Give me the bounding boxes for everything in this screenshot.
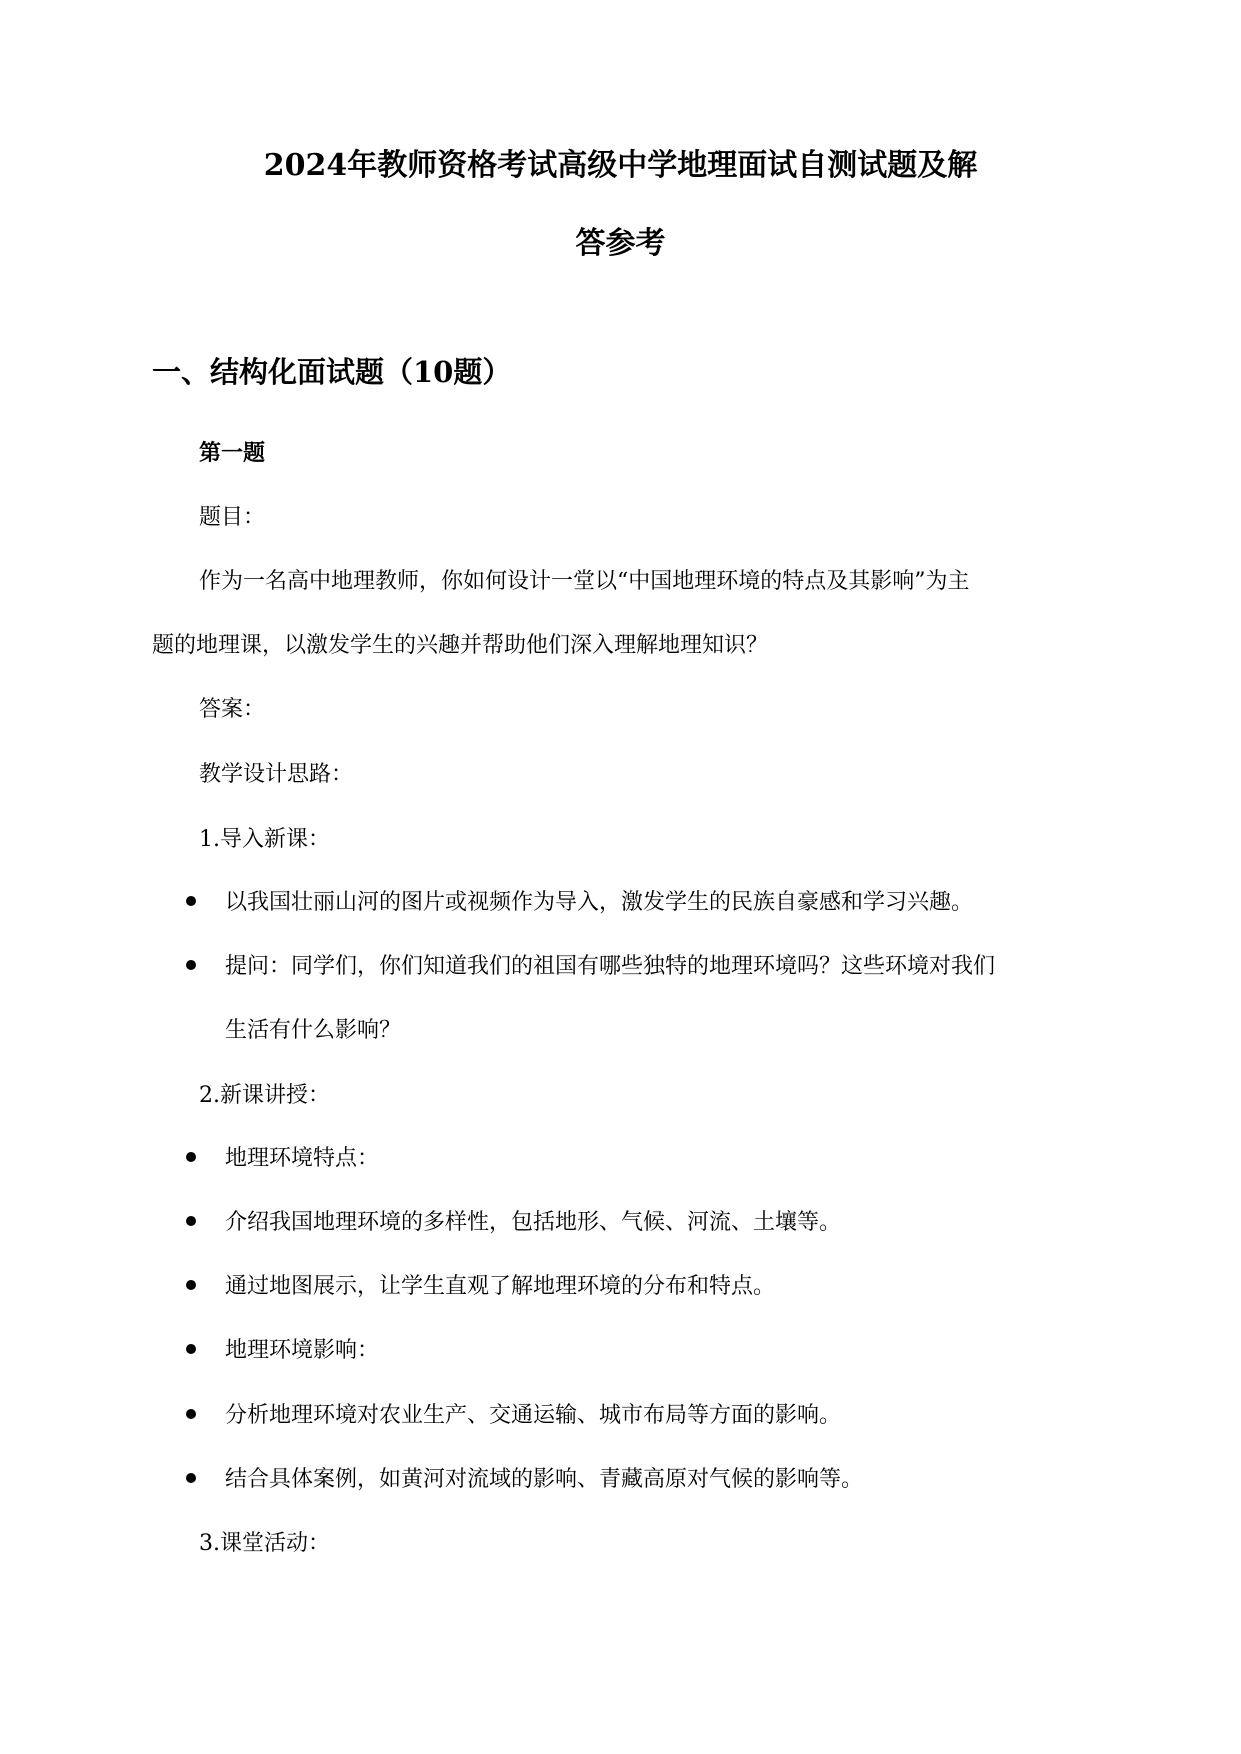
document-title-line-1: 2024年教师资格考试高级中学地理面试自测试题及解 xyxy=(263,148,978,183)
question-heading: 第一题 xyxy=(199,440,266,466)
document-title-line-2: 答参考 xyxy=(575,226,666,261)
bullet-dot-icon xyxy=(186,1280,196,1290)
section-heading: 一、结构化面试题（10题） xyxy=(152,355,512,389)
bullet-dot-icon xyxy=(186,1409,196,1419)
step-2-bullet-6: 结合具体案例，如黄河对流域的影响、青藏高原对气候的影响等。 xyxy=(225,1467,864,1492)
step-1-bullet-2: 提问：同学们，你们知道我们的祖国有哪些独特的地理环境吗？这些环境对我们 xyxy=(225,954,996,979)
step-3-heading: 3.课堂活动： xyxy=(199,1531,330,1556)
design-label: 教学设计思路： xyxy=(199,762,354,787)
step-2-bullet-3: 通过地图展示，让学生直观了解地理环境的分布和特点。 xyxy=(225,1274,776,1299)
answer-label: 答案： xyxy=(199,697,266,722)
bullet-dot-icon xyxy=(186,1216,196,1226)
step-2-bullet-1: 地理环境特点： xyxy=(225,1146,380,1171)
step-2-bullet-5: 分析地理环境对农业生产、交通运输、城市布局等方面的影响。 xyxy=(225,1403,842,1428)
step-1-bullet-2-continued: 生活有什么影响？ xyxy=(225,1018,402,1043)
bullet-dot-icon xyxy=(186,960,196,970)
bullet-dot-icon xyxy=(186,1344,196,1354)
bullet-dot-icon xyxy=(186,1152,196,1162)
bullet-dot-icon xyxy=(186,896,196,906)
question-label: 题目： xyxy=(199,505,266,530)
step-2-bullet-4: 地理环境影响： xyxy=(225,1338,380,1363)
question-text-line-2: 题的地理课，以激发学生的兴趣并帮助他们深入理解地理知识？ xyxy=(152,633,769,658)
question-text-line-1: 作为一名高中地理教师，你如何设计一堂以“中国地理环境的特点及其影响”为主 xyxy=(199,569,970,594)
step-1-heading: 1.导入新课： xyxy=(199,827,330,852)
step-2-bullet-2: 介绍我国地理环境的多样性，包括地形、气候、河流、土壤等。 xyxy=(225,1210,842,1235)
step-2-heading: 2.新课讲授： xyxy=(199,1083,330,1108)
bullet-dot-icon xyxy=(186,1473,196,1483)
step-1-bullet-1: 以我国壮丽山河的图片或视频作为导入，激发学生的民族自豪感和学习兴趣。 xyxy=(225,890,974,915)
